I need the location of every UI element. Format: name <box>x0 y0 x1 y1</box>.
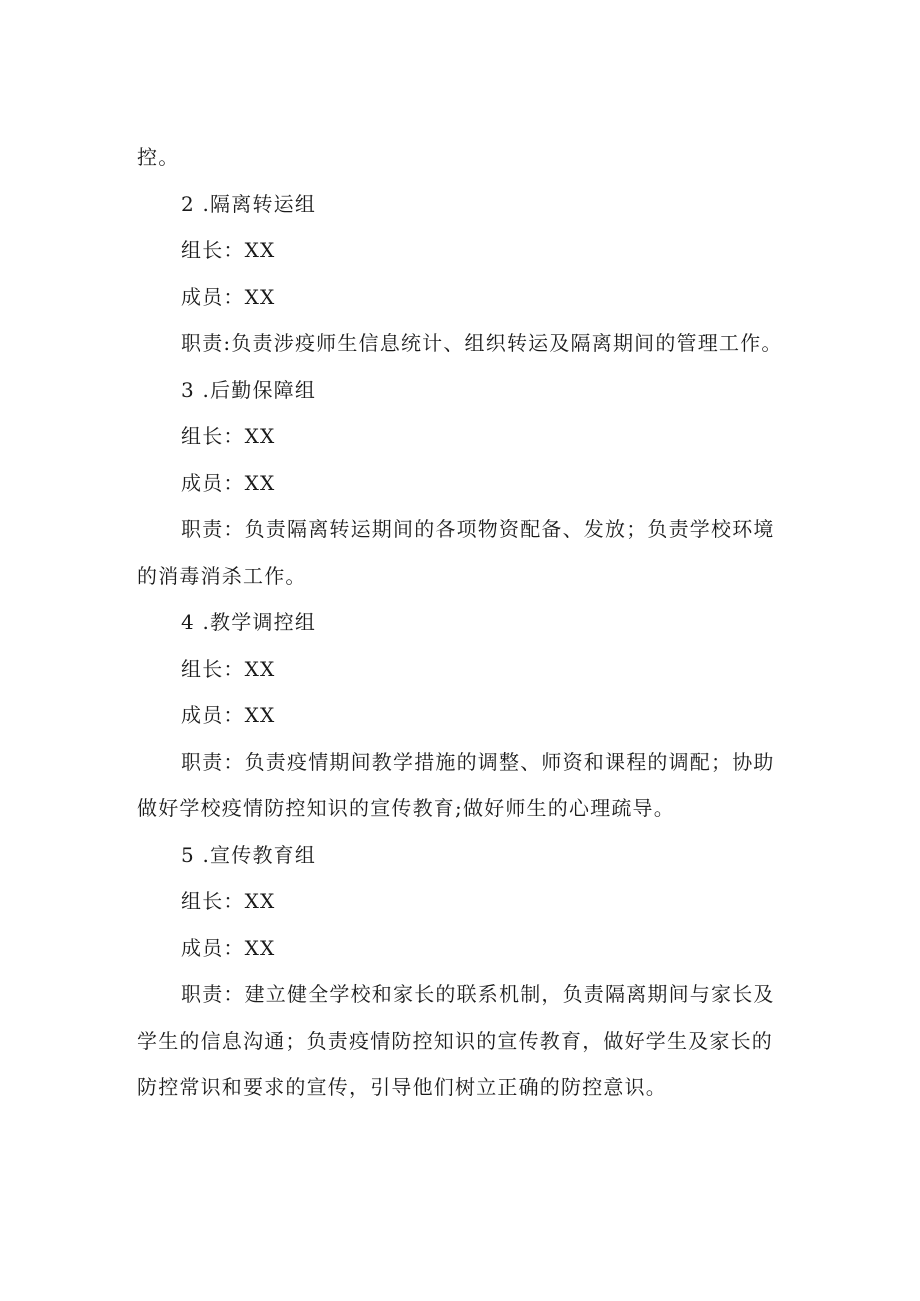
section-heading-isolation-transfer: 2 .隔离转运组 <box>181 192 317 216</box>
team-members-line: 成员：XX <box>181 703 276 727</box>
duty-line-continuation: 做好学校疫情防控知识的宣传教育;做好师生的心理疏导。 <box>137 796 675 820</box>
team-leader-line: 组长：XX <box>181 889 276 913</box>
team-members-line: 成员：XX <box>181 471 276 495</box>
team-leader-line: 组长：XX <box>181 657 276 681</box>
duty-line-continuation: 防控常识和要求的宣传，引导他们树立正确的防控意识。 <box>137 1075 667 1099</box>
duty-line: 职责：负责隔离转运期间的各项物资配备、发放；负责学校环境 <box>181 517 775 541</box>
section-heading-teaching-control: 4 .教学调控组 <box>181 610 317 634</box>
section-heading-publicity-education: 5 .宣传教育组 <box>181 843 317 867</box>
team-leader-line: 组长：XX <box>181 424 276 448</box>
duty-line: 职责：负责疫情期间教学措施的调整、师资和课程的调配；协助 <box>181 750 775 774</box>
team-members-line: 成员：XX <box>181 936 276 960</box>
text-line: 控。 <box>137 145 180 169</box>
duty-line-continuation: 学生的信息沟通；负责疫情防控知识的宣传教育，做好学生及家长的 <box>137 1029 773 1053</box>
team-members-line: 成员：XX <box>181 285 276 309</box>
team-leader-line: 组长：XX <box>181 238 276 262</box>
duty-line: 职责:负责涉疫师生信息统计、组织转运及隔离期间的管理工作。 <box>181 331 783 355</box>
section-heading-logistics: 3 .后勤保障组 <box>181 378 317 402</box>
duty-line: 职责：建立健全学校和家长的联系机制，负责隔离期间与家长及 <box>181 982 775 1006</box>
duty-line-continuation: 的消毒消杀工作。 <box>137 564 307 588</box>
